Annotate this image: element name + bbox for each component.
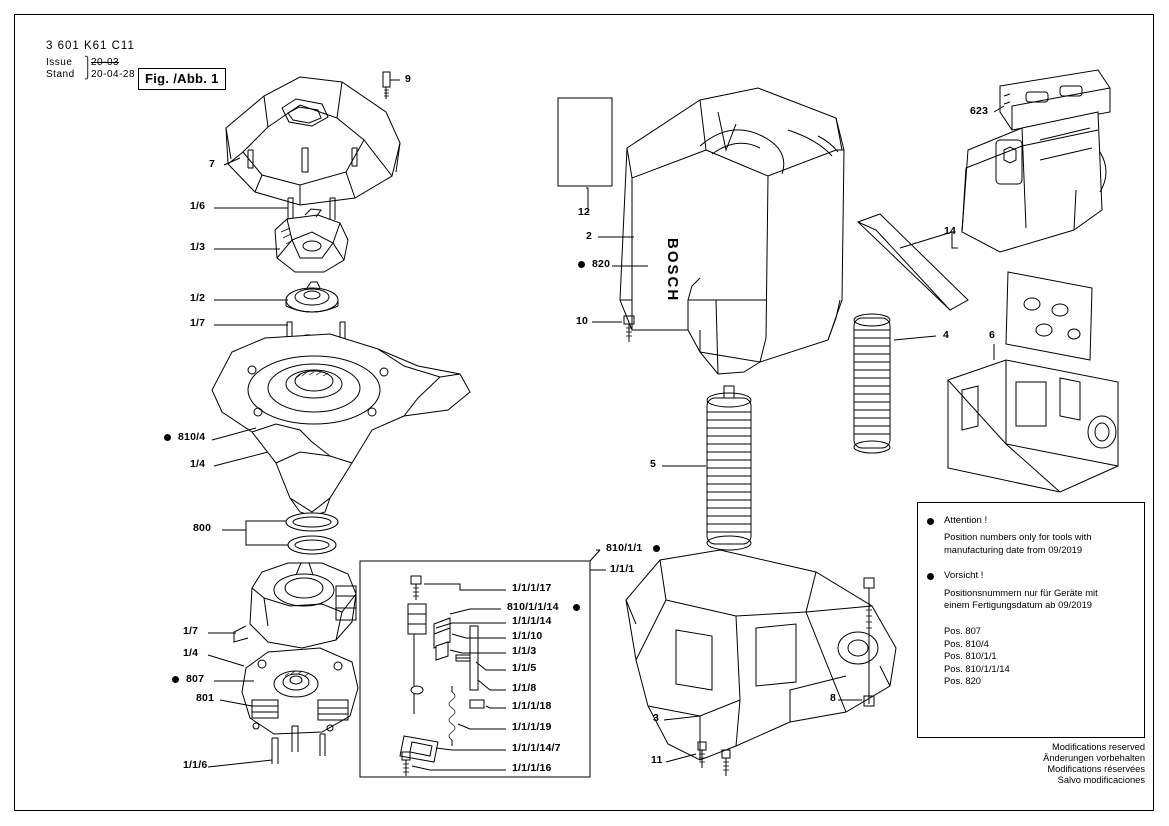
part-5-spring xyxy=(707,386,751,550)
callout-1-2: 1/2 xyxy=(190,292,206,304)
callout-14: 14 xyxy=(944,225,957,237)
callout-2: 2 xyxy=(586,230,593,242)
stand-value: 20-04-28 xyxy=(91,69,136,80)
part-9-screw xyxy=(383,72,390,99)
callout-820: 820 xyxy=(592,258,611,270)
modification-line: Änderungen vorbehalten xyxy=(1043,753,1145,763)
part-801-electronics xyxy=(242,648,358,764)
callout-bullet-icon xyxy=(164,434,171,441)
callout-5: 5 xyxy=(650,458,657,470)
part-6-block xyxy=(948,360,1118,492)
callout-1-1-10: 1/1/10 xyxy=(512,630,543,642)
position-list xyxy=(918,625,1144,687)
callout-1-7: 1/7 xyxy=(190,317,206,329)
part-1-2-bearing xyxy=(286,282,338,312)
callout-1-1-3: 1/1/3 xyxy=(512,645,537,657)
part-14-battery-body xyxy=(962,112,1106,252)
part-800-seals xyxy=(286,513,338,554)
callout-810-1-1-14: 810/1/1/14 xyxy=(507,601,559,613)
brace-top: ⎫ xyxy=(84,57,92,68)
callout-800: 800 xyxy=(193,522,212,534)
callout-1-6: 1/6 xyxy=(190,200,206,212)
callout-6: 6 xyxy=(989,329,996,341)
callout-1-1-1-19: 1/1/1/19 xyxy=(512,721,552,733)
callout-1-7: 1/7 xyxy=(183,625,199,637)
part-2-housing xyxy=(620,88,844,374)
note-box xyxy=(917,502,1145,738)
callout-1-1-1-14: 1/1/1/14 xyxy=(512,615,552,627)
modifications-note xyxy=(913,742,1145,786)
part-lower-motor-assembly xyxy=(234,563,356,648)
callout-801: 801 xyxy=(196,692,215,704)
part-1-3-cone xyxy=(275,209,348,272)
callout-1-3: 1/3 xyxy=(190,241,206,253)
callout-1-1-1: 1/1/1 xyxy=(610,563,635,575)
callout-1-4: 1/4 xyxy=(190,458,206,470)
bullet-icon-2 xyxy=(927,573,934,580)
callout-bullet-icon xyxy=(573,604,580,611)
callout-1-1-6: 1/1/6 xyxy=(183,759,208,771)
position-item: Pos. 810/1/1/14 xyxy=(944,662,1010,674)
position-item: Pos. 810/4 xyxy=(944,637,989,649)
callout-807: 807 xyxy=(186,673,205,685)
callout-810-1-1: 810/1/1 xyxy=(606,542,643,554)
callout-1-1-8: 1/1/8 xyxy=(512,682,537,694)
callout-1-1-5: 1/1/5 xyxy=(512,662,537,674)
vorsicht-title: Vorsicht ! xyxy=(944,570,984,582)
callout-4: 4 xyxy=(943,329,950,341)
callout-10: 10 xyxy=(576,315,589,327)
subassembly-parts xyxy=(400,576,484,776)
callout-1-1-1-18: 1/1/1/18 xyxy=(512,700,552,712)
position-item: Pos. 820 xyxy=(944,675,982,687)
callout-7: 7 xyxy=(209,158,216,170)
part-4-spring xyxy=(854,314,890,453)
brace-bottom: ⎭ xyxy=(84,69,92,80)
callout-11: 11 xyxy=(651,754,663,766)
callout-1-1-1-16: 1/1/1/16 xyxy=(512,762,552,774)
part-3-base-housing xyxy=(626,550,896,760)
callout-9: 9 xyxy=(405,73,412,85)
part-1-4-baseplate xyxy=(212,334,470,516)
callout-bullet-icon xyxy=(578,261,585,268)
part-7-cover xyxy=(226,77,400,205)
callout-3: 3 xyxy=(653,712,660,724)
callout-1-1-1-17: 1/1/1/17 xyxy=(512,582,552,594)
callout-1-4: 1/4 xyxy=(183,647,199,659)
attention-text: Position numbers only for tools with manufacturing date from 09/2019 xyxy=(944,531,1092,555)
position-item: Pos. 810/1/1 xyxy=(944,650,997,662)
modification-line: Modifications réservées xyxy=(1047,764,1145,774)
callout-623: 623 xyxy=(970,105,989,117)
callout-12: 12 xyxy=(578,206,591,218)
issue-value: 20-03 xyxy=(91,57,120,68)
callout-810-4: 810/4 xyxy=(178,431,206,443)
callout-1-1-1-14-7: 1/1/1/14/7 xyxy=(512,742,561,754)
part-6-plate xyxy=(1006,272,1092,360)
modification-line: Modifications reserved xyxy=(1051,742,1145,752)
issue-label: Issue xyxy=(46,57,73,68)
modification-line: Salvo modificaciones xyxy=(1057,775,1145,785)
stand-label: Stand xyxy=(46,69,75,80)
vorsicht-note xyxy=(918,570,1144,611)
position-item: Pos. 807 xyxy=(944,625,982,637)
svg-text:BOSCH: BOSCH xyxy=(664,238,681,303)
bullet-icon xyxy=(927,518,934,525)
callout-bullet-icon xyxy=(172,676,179,683)
figure-label: Fig. /Abb. 1 xyxy=(138,68,226,90)
attention-title: Attention ! xyxy=(944,515,988,526)
part-12-plate xyxy=(558,98,612,186)
order-number: 3 601 K61 C11 xyxy=(46,40,135,52)
callout-8: 8 xyxy=(830,692,837,704)
attention-note xyxy=(918,515,1144,556)
vorsicht-text: Positionsnummern nur für Geräte mit einem Fertigungsdatum ab 09/2019 xyxy=(944,586,1098,611)
